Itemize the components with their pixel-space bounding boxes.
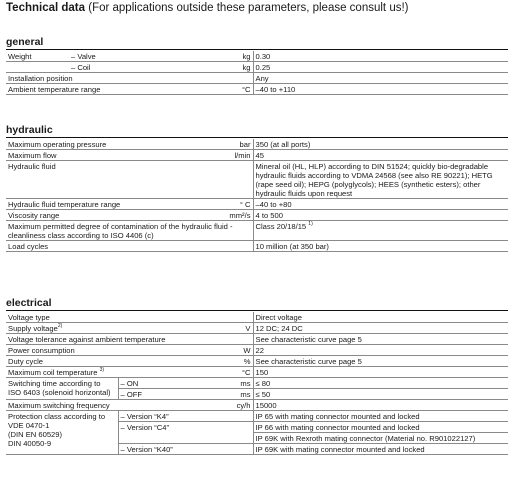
- table-row: [6, 139, 508, 150]
- supply-voltage-unit: V: [198, 323, 253, 334]
- coil-temp-label-cell: [6, 367, 198, 378]
- tolerance-label: Voltage tolerance against ambient temperature: [6, 334, 253, 345]
- table-row: [6, 51, 508, 62]
- pressure-unit: bar: [206, 139, 253, 150]
- version-k4-value: IP 65 with mating connector mounted and locked: [253, 411, 508, 422]
- footnote-2: 2): [57, 323, 63, 329]
- switching-frequency-unit: cy/h: [198, 400, 253, 411]
- viscosity-value: 4 to 500: [253, 210, 508, 221]
- table-row: [6, 323, 508, 334]
- coil-temp-unit: °C: [198, 367, 253, 378]
- hydraulic-table: [6, 139, 508, 252]
- contamination-value: Class 20/18/15: [255, 222, 307, 231]
- title-note: (For applications outside these parameters, please consult us!): [85, 2, 409, 14]
- switching-frequency-value: 15000: [253, 400, 508, 411]
- version-c4-value-1: IP 66 with mating connector mounted and locked: [253, 422, 508, 433]
- pressure-label: Maximum operating pressure: [6, 139, 206, 150]
- supply-voltage-label-cell: [6, 323, 198, 334]
- page-title: [6, 2, 409, 14]
- flow-label: Maximum flow: [6, 150, 206, 161]
- switch-off-unit: ms: [198, 389, 253, 400]
- table-row: [6, 334, 508, 345]
- protection-line-2: VDE 0470-1: [8, 421, 50, 430]
- voltage-type-value: Direct voltage: [253, 312, 508, 323]
- switching-frequency-label: Maximum switching frequency: [6, 400, 198, 411]
- pressure-value: 350 (at all ports): [253, 139, 508, 150]
- table-row: [6, 161, 508, 199]
- power-value: 22: [253, 345, 508, 356]
- switch-on-unit: ms: [198, 378, 253, 389]
- table-row: [6, 411, 508, 422]
- version-c4-value-2: IP 69K with Rexroth mating connector (Material no. R901022127): [253, 433, 508, 444]
- switch-off-value: ≤ 50: [253, 389, 508, 400]
- valve-value: 0.30: [253, 51, 508, 62]
- ambient-unit: °C: [189, 84, 253, 95]
- fluid-value: Mineral oil (HL, HLP) according to DIN 51524; quickly bio-degradable hydraulic fluids according to VDMA 24568 (see also RE 90221); HETG (rape seed oil); HEPG (polyglycols); HEES (synthetic esters); other hydraulic fluids upon request: [253, 161, 508, 199]
- switching-time-label: [6, 378, 118, 400]
- table-row: [6, 367, 508, 378]
- fluid-temp-value: –40 to +80: [253, 199, 508, 210]
- coil-value: 0.25: [253, 62, 508, 73]
- version-k4-label: – Version “K4”: [118, 411, 253, 422]
- power-label: Power consumption: [6, 345, 198, 356]
- power-unit: W: [198, 345, 253, 356]
- contamination-cell: [253, 221, 508, 241]
- fluid-temp-unit: ° C: [206, 199, 253, 210]
- duty-cycle-label: Duty cycle: [6, 356, 198, 367]
- switching-time-line-1: Switching time according to: [8, 379, 101, 388]
- section-heading-electrical: electrical: [6, 297, 508, 311]
- switch-off-label: – OFF: [118, 389, 198, 400]
- table-row: [6, 210, 508, 221]
- protection-line-3: (DIN EN 60529): [8, 430, 63, 439]
- title-bold: Technical data: [6, 2, 86, 14]
- valve-label: – Valve: [69, 51, 189, 62]
- load-cycles-value: 10 million (at 350 bar): [253, 241, 508, 252]
- section-heading-hydraulic: hydraulic: [6, 124, 508, 138]
- contamination-label: Maximum permitted degree of contamination of the hydraulic fluid - cleanliness class according to ISO 4406 (c): [6, 221, 253, 241]
- supply-voltage-label: Supply voltage: [8, 324, 58, 333]
- version-k40-label: – Version “K40”: [118, 444, 253, 455]
- table-row: [6, 400, 508, 411]
- switch-on-label: – ON: [118, 378, 198, 389]
- coil-label: – Coil: [69, 62, 189, 73]
- viscosity-label: Viscosity range: [6, 210, 206, 221]
- weight-label: Weight: [6, 51, 69, 62]
- table-row: [6, 312, 508, 323]
- general-table: [6, 51, 508, 95]
- protection-line-4: DIN 40050-9: [8, 439, 52, 448]
- fluid-temp-label: Hydraulic fluid temperature range: [6, 199, 206, 210]
- coil-temp-label: Maximum coil temperature: [8, 368, 98, 377]
- install-label: Installation position: [6, 73, 253, 84]
- install-value: Any: [253, 73, 508, 84]
- electrical-table: [6, 312, 508, 455]
- ambient-value: –40 to +110: [253, 84, 508, 95]
- ambient-label: Ambient temperature range: [6, 84, 189, 95]
- table-row: [6, 199, 508, 210]
- voltage-type-label: Voltage type: [6, 312, 253, 323]
- table-row: [6, 62, 508, 73]
- duty-cycle-value: See characteristic curve page 5: [253, 356, 508, 367]
- table-row: [6, 84, 508, 95]
- tolerance-value: See characteristic curve page 5: [253, 334, 508, 345]
- table-row: [6, 241, 508, 252]
- version-k40-value: IP 69K with mating connector mounted and locked: [253, 444, 508, 455]
- fluid-label: Hydraulic fluid: [6, 161, 253, 199]
- coil-unit: kg: [189, 62, 253, 73]
- switching-time-line-2: ISO 6403 (solenoid horizontal): [8, 388, 111, 397]
- valve-unit: kg: [189, 51, 253, 62]
- table-row: [6, 356, 508, 367]
- footnote-3: 3): [99, 367, 105, 373]
- flow-value: 45: [253, 150, 508, 161]
- table-row: [6, 378, 508, 389]
- duty-cycle-unit: %: [198, 356, 253, 367]
- version-c4-label: – Version “C4”: [118, 422, 253, 433]
- switch-on-value: ≤ 80: [253, 378, 508, 389]
- protection-line-1: Protection class according to: [8, 412, 106, 421]
- section-heading-general: general: [6, 36, 508, 50]
- flow-unit: l/min: [206, 150, 253, 161]
- table-row: [6, 221, 508, 241]
- coil-temp-value: 150: [253, 367, 508, 378]
- table-row: [6, 73, 508, 84]
- footnote-1: 1): [308, 221, 313, 227]
- table-row: [6, 150, 508, 161]
- load-cycles-label: Load cycles: [6, 241, 253, 252]
- supply-voltage-value: 12 DC; 24 DC: [253, 323, 508, 334]
- table-row: [6, 345, 508, 356]
- protection-class-label: [6, 411, 118, 455]
- viscosity-unit: mm²/s: [206, 210, 253, 221]
